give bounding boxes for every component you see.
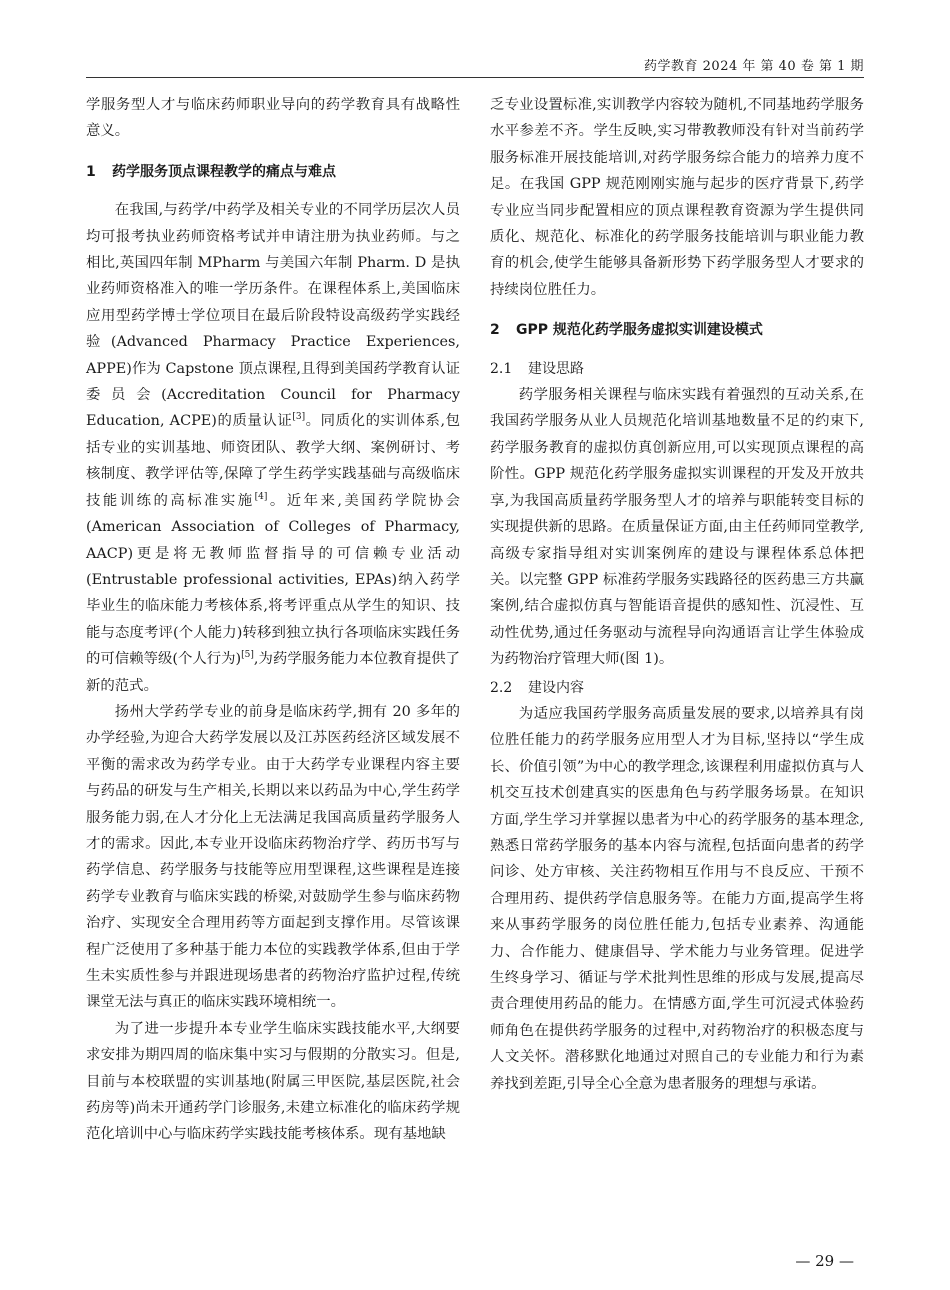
citation-5: [5] [241, 650, 254, 661]
paragraph: 为了进一步提升本专业学生临床实践技能水平,大纲要求安排为期四周的临床集中实习与假期的分散实习。但是,目前与本校联盟的实训基地(附属三甲医院,基层医院,社会药房等)尚未开通药学门诊服务,未建立标准化的临床药学规范化培训中心与临床药学实践技能考核体系。现有基地缺 [86, 1020, 460, 1143]
paragraph: 药学服务相关课程与临床实践有着强烈的互动关系,在我国药学服务从业人员规范化培训基地数量不足的约束下,药学服务教育的虚拟仿真创新应用,可以实现顶点课程的高阶性。GPP 规范化药学服务虚拟实训课程的开发及开放共享,为我国高质量药学服务型人才的培养与职能转变目标的实现提供新的思路。在质量保证方面,由主任药师同堂教学,高级专家指导组对实训案例库的建设与课程体系总体把关。以完整 GPP 标准药学服务实践路径的医药患三方共赢案例,结合虚拟仿真与智能语音提供的感知性、沉浸性、互动性优势,通过任务驱动与流程导向沟通语言让学生体验成为药物治疗管理大师(图 1)。 [490, 387, 864, 668]
subsection-heading-2-1: 2.1 建设思路 [490, 360, 584, 377]
paragraph: 扬州大学药学专业的前身是临床药学,拥有 20 多年的办学经验,为迎合大药学发展以及江苏医药经济区域发展不平衡的需求改为药学专业。由于大药学专业课程内容主要与药品的研发与生产相关,长期以来以药品为中心,学生药学服务能力弱,在人才分化上无法满足我国高质量药学服务人才的需求。因此,本专业开设临床药物治疗学、药历书写与药学信息、药学服务与技能等应用型课程,这些课程是连接药学专业教育与临床实践的桥梁,对鼓励学生参与临床药物治疗、实现安全合理用药等方面起到支撑作用。尽管该课程广泛使用了多种基于能力本位的实践教学体系,但由于学生未实质性参与并跟进现场患者的药物治疗监护过程,传统课堂无法与真正的临床实践环境相统一。 [86, 703, 460, 1011]
left-column [86, 92, 460, 1148]
running-head: 药学教育 2024 年 第 40 卷 第 1 期 [644, 59, 864, 74]
citation-4: [4] [254, 491, 268, 502]
section-heading-2: 2 GPP 规范化药学服务虚拟实训建设模式 [490, 322, 763, 339]
paragraph: 学服务型人才与临床药师职业导向的药学教育具有战略性意义。 [86, 97, 460, 140]
citation-3: [3] [292, 412, 306, 423]
paragraph: 乏专业设置标准,实训教学内容较为随机,不同基地药学服务水平参差不齐。学生反映,实习带教教师没有针对当前药学服务标准开展技能培训,对药学服务综合能力的培养力度不足。在我国 GPP 规范刚刚实施与起步的医疗背景下,药学专业应当同步配置相应的顶点课程教育资源为学生提供同质化、规范化、标准化的药学服务技能培训与职业能力教育的机会,使学生能够具备新形势下药学服务型人才要求的持续岗位胜任力。 [490, 97, 864, 298]
section-heading-1: 1 药学服务顶点课程教学的痛点与难点 [86, 163, 336, 180]
right-column [490, 92, 864, 1097]
page-number: — 29 — [795, 1252, 854, 1270]
paragraph: 为适应我国药学服务高质量发展的要求,以培养具有岗位胜任能力的药学服务应用型人才为目标,坚持以“学生成长、价值引领”为中心的教学理念,该课程利用虚拟仿真与人机交互技术创建真实的医患角色与药学服务场景。在知识方面,学生学习并掌握以患者为中心的药学服务的基本理念,熟悉日常药学服务的基本内容与流程,包括面向患者的药学问诊、处方审核、关注药物相互作用与不良反应、干预不合理用药、提供药学信息服务等。在能力方面,提高学生将来从事药学服务的岗位胜任能力,包括专业素养、沟通能力、合作能力、健康倡导、学术能力与业务管理。促进学生终身学习、循证与学术批判性思维的形成与发展,提高尽责合理使用药品的能力。在情感方面,学生可沉浸式体验药师角色在提供药学服务的过程中,对药物治疗的积极态度与人文关怀。潜移默化地通过对照自己的专业能力和行为素养找到差距,引导全心全意为患者服务的理想与承诺。 [490, 705, 864, 1092]
subsection-heading-2-2: 2.2 建设内容 [490, 679, 584, 696]
paragraph: 在我国,与药学/中药学及相关专业的不同学历层次人员均可报考执业药师资格考试并申请注册为执业药师。与之相比,英国四年制 MPharm 与美国六年制 Pharm. D 是执业药师资格准入的唯一学历条件。在课程体系上,美国临床应用型药学博士学位项目在最后阶段特设高级药学实践经验(Advanced Pharmacy Practice Experiences, APPE)作为 Capstone 顶点课程,且得到美国药学教育认证委员会(Accreditation Council for Pharmacy Education, ACPE)的质量认证[3]。同质化的实训体系,包括专业的实训基地、师资团队、教学大纲、案例研讨、考核制度、教学评估等,保障了学生药学实践基础与高级临床技能训练的高标准实施[4]。近年来,美国药学院协会(American Association of Colleges of Pharmacy, AACP)更是将无教师监督指导的可信赖专业活动(Entrustable professional activities, EPAs)纳入药学毕业生的临床能力考核体系,将考评重点从学生的知识、技能与态度考评(个人能力)转移到独立执行各项临床实践任务的可信赖等级(个人行为)[5],为药学服务能力本位教育提供了新的范式。 [86, 202, 461, 694]
header-rule [86, 77, 864, 78]
